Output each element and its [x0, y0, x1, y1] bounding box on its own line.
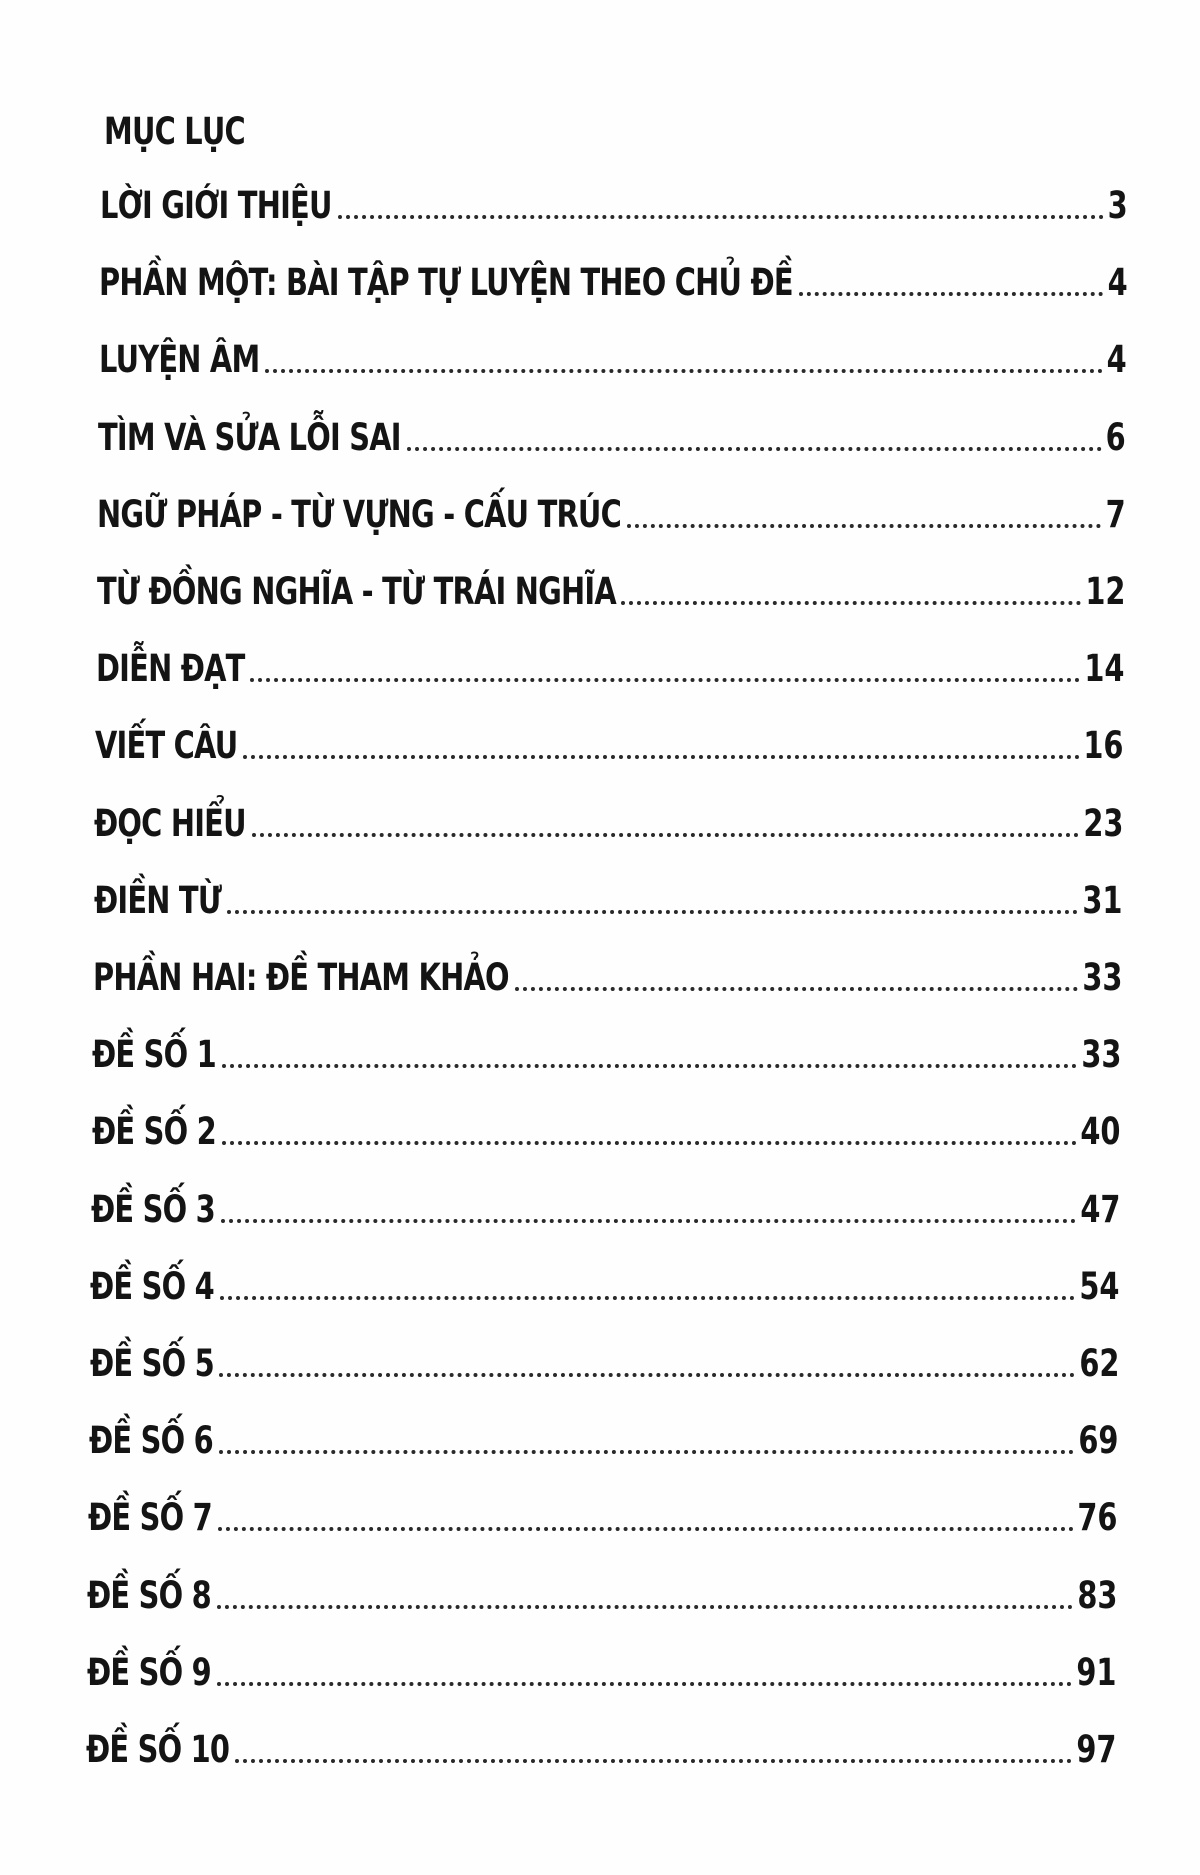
toc-entry: [93, 954, 1122, 1002]
toc-entry-page-number: 47: [1080, 1187, 1121, 1231]
toc-entry: [96, 645, 1125, 693]
toc-entry: [98, 414, 1126, 462]
toc-entry-page-number: 91: [1076, 1650, 1117, 1694]
toc-entry-label: ĐỀ SỐ 10: [86, 1728, 230, 1771]
toc-entry: [90, 1340, 1120, 1388]
dot-leader: [515, 987, 1078, 991]
toc-entry-page-number: 62: [1078, 1342, 1119, 1385]
dot-leader: [799, 292, 1103, 296]
toc-entry-page-number: 97: [1075, 1728, 1116, 1771]
toc-entry-page-number: 54: [1079, 1264, 1120, 1308]
dot-leader: [219, 1450, 1074, 1454]
dot-leader: [219, 1373, 1074, 1377]
toc-entry-label: PHẦN MỘT: BÀI TẬP TỰ LUYỆN THEO CHỦ ĐỀ: [99, 261, 794, 305]
dot-leader: [338, 215, 1104, 219]
toc-entry-label: LUYỆN ÂM: [98, 338, 260, 382]
toc-entry: [92, 1031, 1121, 1079]
toc-entry-label: ĐỀ SỐ 8: [87, 1573, 212, 1617]
toc-entry: [87, 1572, 1117, 1620]
toc-entry-label: VIẾT CÂU: [95, 724, 238, 768]
dot-leader: [243, 755, 1079, 759]
toc-entry-label: ĐỀ SỐ 7: [88, 1496, 213, 1540]
toc-entry-label: PHẦN HAI: ĐỀ THAM KHẢO: [93, 956, 509, 999]
toc-entry-page-number: 16: [1083, 724, 1124, 768]
dot-leader: [222, 1141, 1077, 1145]
dot-leader: [235, 1759, 1072, 1763]
toc-entry-label: LỜI GIỚI THIỆU: [100, 184, 332, 227]
toc-entry-page-number: 76: [1077, 1496, 1118, 1540]
toc-entry: [95, 722, 1124, 770]
toc-entry-label: ĐỀ SỐ 6: [88, 1419, 213, 1463]
dot-leader: [265, 369, 1103, 373]
toc-entry: [99, 336, 1127, 384]
dot-leader: [627, 524, 1101, 528]
toc-entry-label: ĐỀ SỐ 4: [90, 1264, 215, 1308]
toc-entry-page-number: 12: [1084, 570, 1125, 613]
toc-entry: [94, 800, 1123, 848]
toc-entry-label: ĐỀ SỐ 1: [92, 1033, 217, 1077]
toc-entry-page-number: 33: [1081, 1033, 1122, 1077]
dot-leader: [227, 910, 1079, 914]
toc-entry-page-number: 6: [1106, 415, 1127, 459]
dot-leader: [252, 833, 1079, 837]
toc-entry-page-number: 4: [1106, 338, 1127, 382]
dot-leader: [217, 1605, 1073, 1609]
toc-entry-page-number: 83: [1077, 1573, 1118, 1617]
toc-entry: [89, 1417, 1119, 1465]
toc-entry-label: TÌM VÀ SỬA LỖI SAI: [97, 415, 401, 459]
toc-entry-label: ĐỀ SỐ 3: [90, 1187, 215, 1231]
toc-entry-page-number: 23: [1083, 801, 1124, 845]
dot-leader: [621, 601, 1080, 605]
toc-entry-page-number: 3: [1107, 184, 1128, 227]
toc-entry: [87, 1649, 1117, 1697]
toc-entry-label: DIỄN ĐẠT: [95, 647, 245, 691]
dot-leader: [220, 1296, 1075, 1300]
toc-entry-label: TỪ ĐỒNG NGHĨA - TỪ TRÁI NGHĨA: [96, 570, 616, 613]
page-title: MỤC LỤC: [104, 110, 245, 153]
toc-entry: [97, 491, 1125, 539]
dot-leader: [221, 1219, 1076, 1223]
toc-entry-label: ĐỀ SỐ 5: [89, 1342, 214, 1385]
toc-entry: [94, 877, 1123, 925]
toc-entry-label: ĐỀ SỐ 2: [91, 1110, 216, 1154]
dot-leader: [217, 1682, 1073, 1686]
dot-leader: [218, 1527, 1074, 1531]
toc-entry: [97, 568, 1126, 616]
toc-entry-page-number: 69: [1078, 1419, 1119, 1463]
toc-entry-label: ĐỌC HIỂU: [94, 801, 247, 845]
toc-entry: [88, 1494, 1118, 1542]
toc-entry-label: ĐIỀN TỪ: [93, 878, 221, 922]
toc-entry: [86, 1726, 1116, 1774]
toc-entry-label: NGỮ PHÁP - TỪ VỰNG - CẤU TRÚC: [97, 492, 622, 536]
toc-entry-label: ĐỀ SỐ 9: [86, 1650, 211, 1694]
toc-entry-page-number: 33: [1081, 956, 1122, 999]
toc-entry-page-number: 31: [1082, 878, 1123, 922]
toc-entry: [99, 259, 1127, 307]
toc-entry: [91, 1186, 1120, 1234]
toc-entry: [92, 1108, 1121, 1156]
toc-entry-page-number: 14: [1084, 647, 1125, 691]
toc-entry: [100, 182, 1128, 230]
dot-leader: [250, 678, 1080, 682]
toc-entry: [90, 1263, 1119, 1311]
dot-leader: [222, 1064, 1077, 1068]
toc-entry-page-number: 4: [1107, 261, 1128, 305]
toc-entry-page-number: 7: [1105, 492, 1126, 536]
toc-entry-page-number: 40: [1080, 1110, 1121, 1154]
dot-leader: [407, 447, 1102, 451]
